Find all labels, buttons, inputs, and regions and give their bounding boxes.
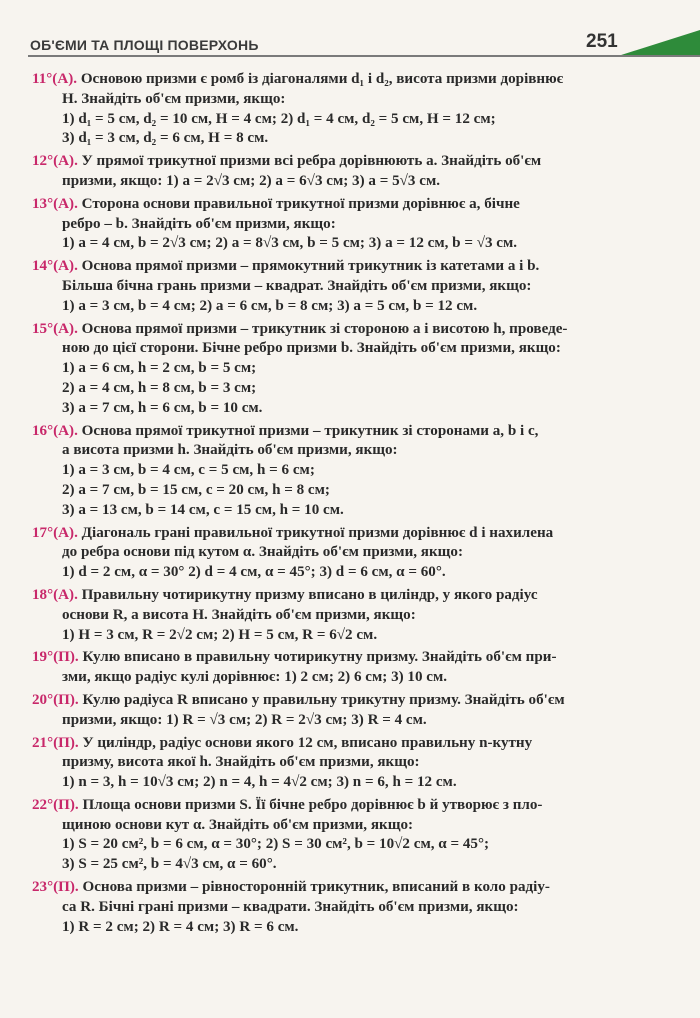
problem-line [32,501,632,521]
problem-line [32,606,632,626]
problem-first-line [32,422,632,442]
section-title: ОБ'ЄМИ ТА ПЛОЩІ ПОВЕРХОНЬ [30,37,259,53]
problem-item [32,524,632,583]
problem-text: 2) a = 7 см, b = 15 см, c = 20 см, h = 8 см; [62,481,330,498]
problem-text: призми, якщо: 1) R = √3 см; 2) R = 2√3 см; 3) R = 4 см. [62,711,427,728]
problem-text: 2) a = 4 см, h = 8 см, b = 3 см; [62,379,257,396]
problem-line [32,816,632,836]
problem-text: Більша бічна грань призми – квадрат. Знайдіть об'єм призми, якщо: [62,277,532,294]
problem-text: 1) n = 3, h = 10√3 см; 2) n = 4, h = 4√2 см; 3) n = 6, h = 12 см. [62,774,457,791]
problem-number: 14°(А). [32,258,78,275]
problem-line [32,711,632,731]
page-number: 251 [586,31,618,52]
problem-text: 1) a = 3 см, b = 4 см; 2) a = 6 см, b = 8 см; 3) a = 5 см, b = 12 см. [62,297,478,314]
problem-item [32,195,632,254]
problem-text: Діагональ грані правильної трикутної призми дорівнює d і нахилена [81,524,554,541]
corner-tab-shape [618,30,700,56]
problem-number: 23°(П). [32,879,79,896]
problem-text: Сторона основи правильної трикутної призми дорівнює a, бічне [81,195,520,212]
problem-line [32,379,632,399]
problem-text: Правильну чотирикутну призму вписано в циліндр, у якого радіус [81,586,538,603]
problem-text: Основа прямої призми – прямокутний трикутник із катетами a і b. [81,258,540,275]
problem-number: 21°(П). [32,734,79,751]
problem-first-line [32,524,632,544]
problem-text: Кулю вписано в правильну чотирикутну призму. Знайдіть об'єм при- [82,649,557,666]
problem-text: Кулю радіуса R вписано у правильну трикутну призму. Знайдіть об'єм [82,691,565,708]
problem-line [32,110,632,130]
problem-line [32,215,632,235]
problem-line [32,855,632,875]
problem-first-line [32,320,632,340]
problem-first-line [32,878,632,898]
problem-line [32,277,632,297]
problem-line [32,399,632,419]
problem-line [32,626,632,646]
problem-text: H. Знайдіть об'єм призми, якщо: [62,90,286,107]
problem-text: 1) d₁ = 5 см, d₂ = 10 см, H = 4 см; 2) d₁ = 4 см, d₂ = 5 см, H = 12 см; [62,110,496,127]
problem-first-line [32,691,632,711]
problem-number: 11°(А). [32,71,78,87]
problem-first-line [32,734,632,754]
problem-item [32,878,632,937]
problem-line [32,129,632,149]
problem-line [32,668,632,688]
problem-line [32,773,632,793]
problem-text: а висота призми h. Знайдіть об'єм призми, якщо: [62,442,398,459]
problem-item [32,152,632,192]
problem-first-line [32,586,632,606]
problem-text: 1) a = 4 см, b = 2√3 см; 2) a = 8√3 см, b = 5 см; 3) a = 12 см, b = √3 см. [62,235,518,252]
problem-item [32,320,632,419]
problem-number: 13°(А). [32,195,78,212]
problem-text: У прямої трикутної призми всі ребра дорівнюють a. Знайдіть об'єм [81,153,542,170]
problem-item [32,796,632,875]
problem-line [32,359,632,379]
problem-number: 20°(П). [32,691,79,708]
problem-line [32,481,632,501]
problem-number: 22°(П). [32,796,79,813]
problem-text: до ребра основи під кутом α. Знайдіть об'єм призми, якщо: [62,544,463,561]
problem-line [32,234,632,254]
problem-list [32,70,632,940]
problem-number: 18°(А). [32,586,78,603]
problem-item [32,586,632,645]
problem-text: ною до цієї сторони. Бічне ребро призми b. Знайдіть об'єм призми, якщо: [62,340,561,357]
problem-text: 1) a = 6 см, h = 2 см, b = 5 см; [62,360,257,377]
problem-line [32,898,632,918]
problem-text: Основою призми є ромб із діагоналями d₁ і d₂, висота призми дорівнює [80,71,564,87]
problem-first-line [32,152,632,172]
problem-text: 3) d₁ = 3 см, d₂ = 6 см, H = 8 см. [62,130,269,147]
problem-item [32,648,632,688]
problem-text: призми, якщо: 1) a = 2√3 см; 2) a = 6√3 см; 3) a = 5√3 см. [62,172,441,189]
corner-tab-decoration [618,30,700,56]
problem-first-line [32,195,632,215]
problem-line [32,441,632,461]
problem-line [32,753,632,773]
problem-text: щиною основи кут α. Знайдіть об'єм призми, якщо: [62,816,414,833]
problem-line [32,461,632,481]
problem-first-line [32,257,632,277]
problem-item [32,70,632,149]
problem-text: У циліндр, радіус основи якого 12 см, вписано правильну n-кутну [82,734,533,751]
problem-text: са R. Бічні грані призми – квадрати. Знайдіть об'єм призми, якщо: [62,898,519,915]
header-rule [28,55,700,57]
problem-text: 3) a = 13 см, b = 14 см, c = 15 см, h = 10 см. [62,501,344,518]
problem-number: 12°(А). [32,153,78,170]
problem-number: 17°(А). [32,524,78,541]
problem-number: 15°(А). [32,320,78,337]
problem-text: Площа основи призми S. Її бічне ребро дорівнює b й утворює з пло- [82,796,543,813]
problem-text: Основа прямої трикутної призми – трикутник зі сторонами a, b і c, [81,422,539,439]
page-header [0,0,700,58]
problem-number: 16°(А). [32,422,78,439]
problem-text: зми, якщо радіус кулі дорівнює: 1) 2 см; 2) 6 см; 3) 10 см. [62,669,448,686]
problem-text: Основа прямої призми – трикутник зі стороною a і висотою h, проведе- [81,320,568,337]
problem-line [32,172,632,192]
problem-line [32,918,632,938]
problem-first-line [32,796,632,816]
problem-text: 1) H = 3 см, R = 2√2 см; 2) H = 5 см, R = 6√2 см. [62,626,378,643]
problem-text: 3) S = 25 см², b = 4√3 см, α = 60°. [62,856,277,873]
problem-text: 1) S = 20 см², b = 6 см, α = 30°; 2) S = 30 см², b = 10√2 см, α = 45°; [62,836,490,853]
problem-line [32,543,632,563]
problem-first-line [32,648,632,668]
problem-text: 1) R = 2 см; 2) R = 4 см; 3) R = 6 см. [62,918,299,935]
problem-line [32,90,632,110]
problem-number: 19°(П). [32,649,79,666]
problem-line [32,835,632,855]
problem-text: основи R, а висота H. Знайдіть об'єм призми, якщо: [62,606,416,623]
problem-item [32,422,632,521]
problem-text: призму, висота якої h. Знайдіть об'єм призми, якщо: [62,754,420,771]
problem-item [32,257,632,316]
problem-line [32,297,632,317]
problem-text: 1) a = 3 см, b = 4 см, c = 5 см, h = 6 см; [62,462,315,479]
problem-text: 3) a = 7 см, h = 6 см, b = 10 см. [62,399,263,416]
problem-item [32,691,632,731]
problem-text: 1) d = 2 см, α = 30° 2) d = 4 см, α = 45°; 3) d = 6 см, α = 60°. [62,564,446,581]
problem-line [32,563,632,583]
problem-item [32,734,632,793]
problem-text: Основа призми – рівносторонній трикутник, вписаний в коло радіу- [82,879,550,896]
problem-first-line [32,70,632,90]
problem-line [32,339,632,359]
problem-text: ребро – b. Знайдіть об'єм призми, якщо: [62,215,336,232]
